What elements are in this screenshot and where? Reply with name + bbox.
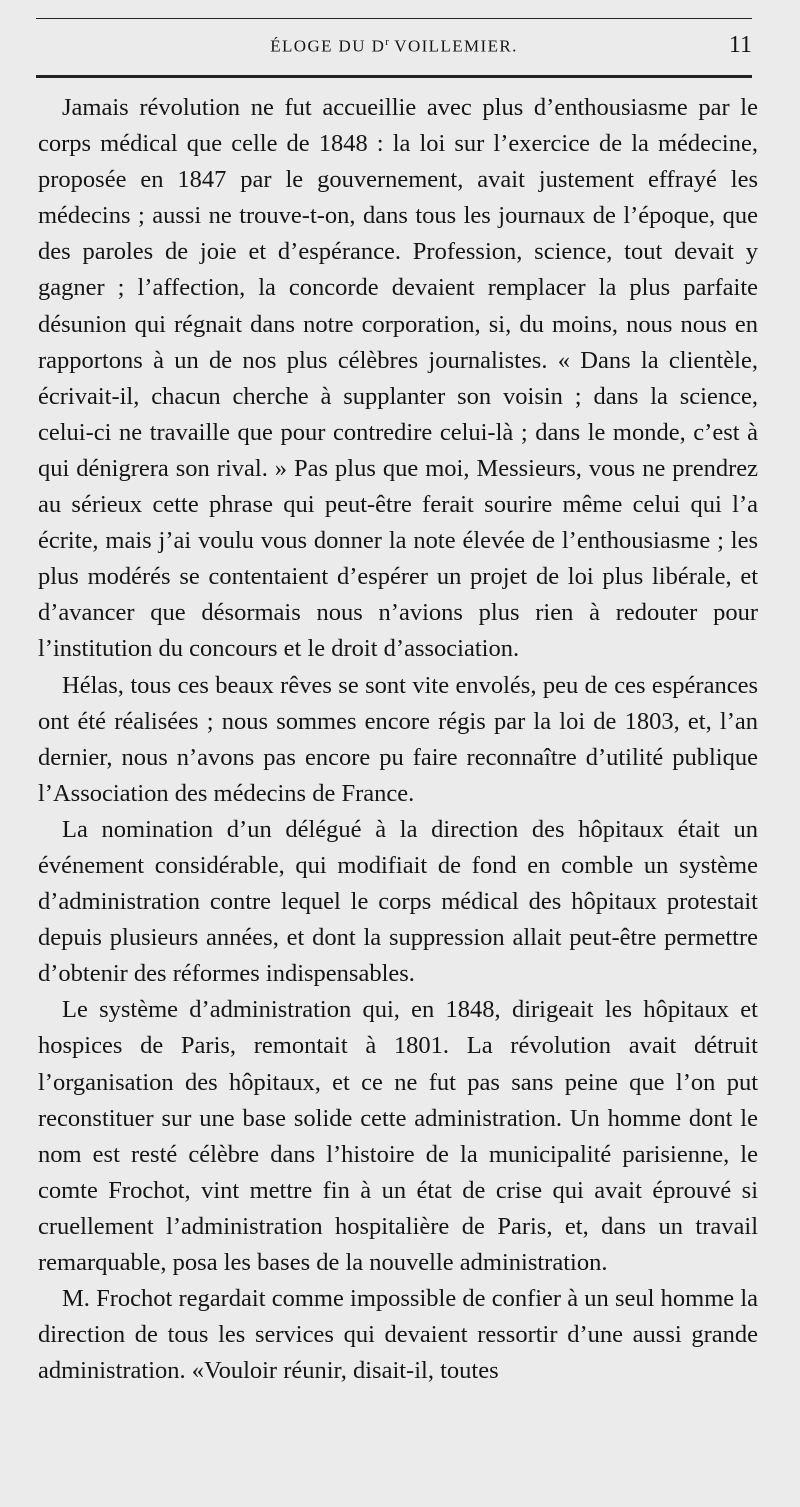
header-rule-top — [36, 18, 752, 19]
paragraph: Hélas, tous ces beaux rêves se sont vite envolés, peu de ces espérances ont été réalisées ; nous sommes encore régis par la loi de 1803, et, l’an dernier, nous n’avons pas encore pu faire reconnaître d’utilité publique l’Association des médecins de France. — [38, 671, 758, 807]
running-title — [36, 36, 752, 57]
paragraph: Le système d’administration qui, en 1848, dirigeait les hôpitaux et hospices de Paris, remontait à 1801. La révolution avait détruit l’organisation des hôpitaux, et ce ne fut pas sans peine que l’on put reconstituer sur une base solide cette administration. Un homme dont le nom est resté célèbre dans l’histoire de la municipalité parisienne, le comte Frochot, vint mettre fin à un état de crise qui avait éprouvé si cruellement l’administration hospitalière de Paris, et, dans un travail remarquable, posa les bases de la nouvelle administration. — [38, 996, 758, 1276]
paragraph: M. Frochot regardait comme impossible de confier à un seul homme la direction de tous les services qui devaient ressortir d’une aussi grande administration. «Vouloir réunir, disait-il, toutes — [38, 1285, 758, 1385]
running-head — [36, 28, 752, 68]
page-number: 11 — [728, 32, 752, 58]
paragraph: Jamais révolution ne fut accueillie avec plus d’enthousiasme par le corps médical que celle de 1848 : la loi sur l’exercice de la médecine, proposée en 1847 par le gouvernement, avait justement effrayé les médecins ; aussi ne trouve-t-on, dans tous les journaux de l’époque, que des paroles de joie et d’espérance. Profession, science, tout devait y gagner ; l’affection, la concorde devaient remplacer la plus parfaite désunion qui régnait dans notre corporation, si, du moins, nous nous en rapportons à un de nos plus célèbres journalistes. « Dans la clientèle, écrivait-il, chacun cherche à supplanter son voisin ; dans la science, celui-ci ne travaille que pour contredire celui-là ; dans le monde, c’est à qui dénigrera son rival. » Pas plus que moi, Messieurs, vous ne prendrez au sérieux cette phrase qui peut-être ferait sourire même celui qui l’a écrite, mais j’ai voulu vous donner la note élevée de l’enthousiasme ; les plus modérés se contentaient d’espérer un projet de loi plus libérale, et d’avancer que désormais nous n’avions plus rien à redouter pour l’institution du concours et le droit d’association. — [38, 94, 758, 663]
running-title-pre: ÉLOGE DU D — [270, 36, 386, 56]
header-rule-bottom — [36, 75, 752, 78]
paragraph: La nomination d’un délégué à la direction des hôpitaux était un événement considérable, qui modifiait de fond en comble un système d’administration contre lequel le corps médical des hôpitaux protestait depuis plusieurs années, et dont la suppression allait peut-être permettre d’obtenir des réformes indispensables. — [38, 815, 758, 988]
running-title-sup: r — [385, 36, 389, 48]
running-title-post: VOILLEMIER. — [388, 36, 518, 56]
body-text — [38, 90, 758, 1389]
